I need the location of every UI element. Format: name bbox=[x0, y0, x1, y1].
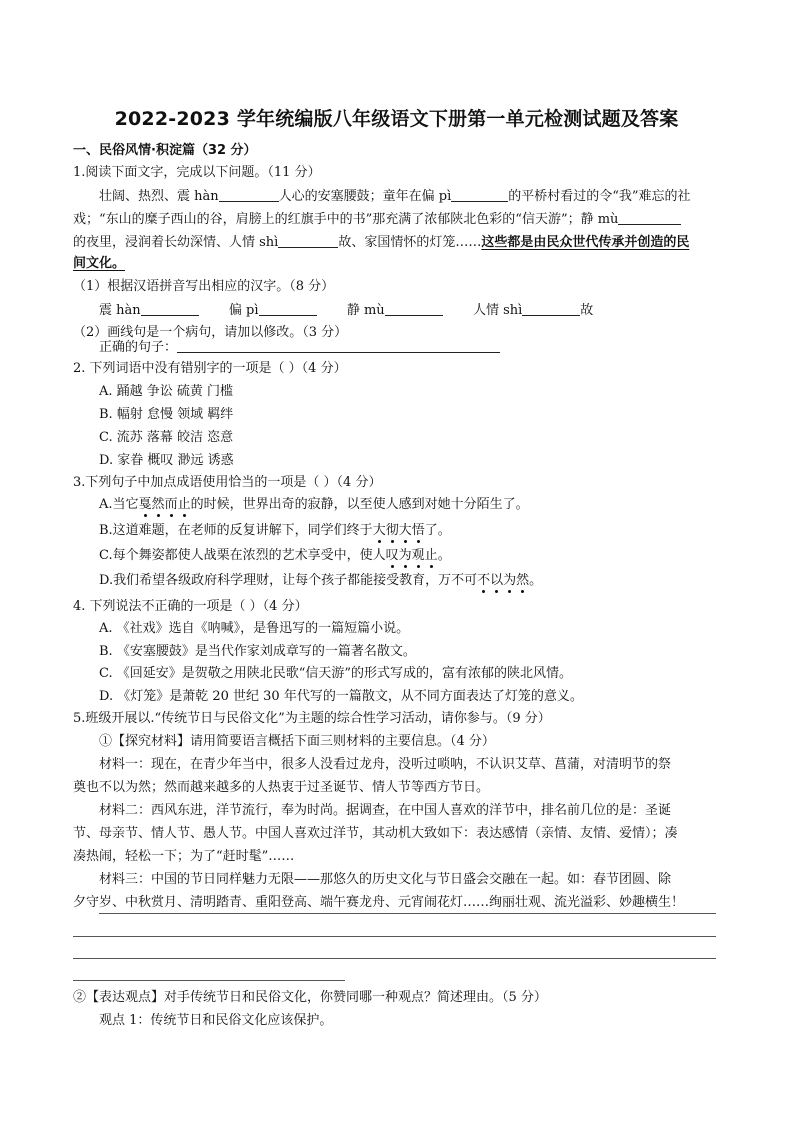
option-text: C.每个舞姿都使人战栗在浓烈的艺术享受中，使人 bbox=[99, 548, 386, 563]
material-3-line-2: 夕守岁、中秋赏月、清明踏青、重阳登高、端午赛龙舟、元宵闹花灯……绚丽壮观、流光溢彩、妙趣横生！ bbox=[73, 895, 685, 910]
dotted-char: 不 bbox=[477, 573, 491, 588]
answer-blank[interactable] bbox=[219, 188, 279, 202]
answer-line[interactable] bbox=[99, 913, 716, 914]
dotted-char: 止 bbox=[424, 548, 438, 563]
q3-option-c bbox=[99, 548, 451, 564]
dotted-char: 观 bbox=[411, 548, 425, 563]
answer-blank[interactable] bbox=[177, 339, 500, 353]
dotted-char: 大 bbox=[372, 523, 386, 538]
material-1-line-2: 奠也不以为然；然而越来越多的人热衷于过圣诞节、情人节等西方节日。 bbox=[73, 780, 490, 795]
answer-blank[interactable] bbox=[618, 211, 681, 225]
q2-option-d: D. 家眷 概叹 渺远 诱惑 bbox=[99, 453, 234, 468]
passage-text: 的平桥村看过的令“我”难忘的社 bbox=[508, 189, 691, 204]
dotted-char: 戛 bbox=[138, 497, 152, 512]
q3-stem: 3.下列句子中加点成语使用恰当的一项是（ ）（4 分） bbox=[73, 475, 382, 490]
answer-blank[interactable] bbox=[522, 302, 580, 316]
dotted-char: 大 bbox=[398, 523, 412, 538]
dotted-char: 彻 bbox=[385, 523, 399, 538]
q1-passage-line-1 bbox=[99, 188, 691, 205]
q3-option-d bbox=[99, 573, 542, 589]
correct-sentence-row bbox=[99, 339, 500, 356]
option-text: 。 bbox=[529, 573, 543, 588]
pinyin-word: 震 hàn bbox=[99, 303, 141, 318]
dotted-char: 叹 bbox=[385, 548, 399, 563]
underlined-sentence: 这些都是由民众世代传承并创造的民 bbox=[481, 235, 690, 250]
underlined-sentence-end: 间文化。 bbox=[73, 256, 126, 271]
pinyin-word: 静 mù bbox=[346, 303, 385, 318]
q5-part1-heading: ①【探究材料】请用简要语言概括下面三则材料的主要信息。（4 分） bbox=[99, 734, 495, 749]
passage-text: 壮阔、热烈、震 hàn bbox=[99, 189, 219, 204]
q4-option-d: D. 《灯笼》是萧乾 20 世纪 30 年代写的一篇散文，从不同方面表达了灯笼的意义。 bbox=[99, 689, 583, 704]
passage-text: 戏；“东山的糜子西山的谷，肩膀上的红旗手中的书”那充满了浓郁陕北色彩的“信天游”；静 mù bbox=[73, 212, 619, 227]
q1-sub1: （1）根据汉语拼音写出相应的汉字。（8 分） bbox=[73, 279, 335, 294]
material-2-line-1: 材料二：西风东进，洋节流行，奉为时尚。据调查，在中国人喜欢的洋节中，排名前几位的是：圣诞 bbox=[99, 803, 672, 818]
dotted-char: 然 bbox=[151, 497, 165, 512]
answer-blank[interactable] bbox=[451, 188, 508, 202]
material-2-line-3: 凑热闹，轻松一下；为了“赶时髦”…… bbox=[73, 849, 295, 864]
correct-sentence-label: 正确的句子： bbox=[99, 340, 178, 355]
q2-option-c: C. 流苏 落幕 皎洁 恣意 bbox=[99, 430, 234, 445]
section-heading: 一、民俗风情·积淀篇（32 分） bbox=[73, 143, 257, 158]
option-text: B.这道难题，在老师的反复讲解下，同学们终于 bbox=[99, 523, 373, 538]
dotted-char: 止 bbox=[177, 497, 191, 512]
q2-option-b: B. 幅射 怠慢 领域 羁绊 bbox=[99, 407, 234, 422]
answer-blank[interactable] bbox=[278, 234, 338, 248]
q5-part2-heading: ②【表达观点】对手传统节日和民俗文化，你赞同哪一种观点？简述理由。（5 分） bbox=[73, 990, 547, 1005]
option-text: A.当它 bbox=[99, 497, 139, 512]
q4-option-c: C. 《回延安》是贺敬之用陕北民歌“信天游”的形式写成的，富有浓郁的陕北风情。 bbox=[99, 666, 573, 681]
answer-line[interactable] bbox=[73, 980, 345, 981]
q1-sub2: （2）画线句是一个病句，请加以修改。（3 分） bbox=[73, 325, 348, 340]
pinyin-word: 人情 shì bbox=[472, 303, 523, 318]
q4-option-a: A. 《社戏》选自《呐喊》，是鲁迅写的一篇短篇小说。 bbox=[99, 621, 410, 636]
q3-option-b bbox=[99, 523, 451, 539]
option-text: D.我们希望各级政府科学理财，让每个孩子都能接受教育，万不可 bbox=[99, 573, 478, 588]
dotted-char: 以 bbox=[490, 573, 504, 588]
q2-option-a: A. 踊越 争讼 硫黄 门槛 bbox=[99, 384, 234, 399]
q1-pinyin-row bbox=[99, 302, 593, 319]
dotted-char: 为 bbox=[503, 573, 517, 588]
answer-blank[interactable] bbox=[385, 302, 443, 316]
q1-passage-line-3 bbox=[73, 234, 689, 251]
option-text: 的时候，世界出奇的寂静，以至使人感到对她十分陌生了。 bbox=[190, 497, 529, 512]
q4-stem: 4. 下列说法不正确的一项是（ ）（4 分） bbox=[73, 599, 308, 614]
answer-blank[interactable] bbox=[259, 302, 317, 316]
dotted-char: 而 bbox=[164, 497, 178, 512]
q5-stem: 5.班级开展以.“传统节日与民俗文化”为主题的综合性学习活动，请你参与。（9 分） bbox=[73, 711, 551, 726]
passage-text: 人心的安塞腰鼓；童年在偏 pì bbox=[278, 189, 452, 204]
material-1-line-1: 材料一：现在，在青少年当中，很多人没看过龙舟，没听过唢呐，不认识艾草、菖蒲，对清明节的祭 bbox=[99, 757, 672, 772]
passage-text: 故、家国情怀的灯笼…… bbox=[338, 235, 482, 250]
answer-line[interactable] bbox=[73, 936, 716, 937]
pinyin-word: 偏 pì bbox=[228, 303, 259, 318]
q3-option-a bbox=[99, 497, 529, 513]
answer-blank[interactable] bbox=[141, 302, 199, 316]
answer-line[interactable] bbox=[73, 958, 716, 959]
q1-stem: 1.阅读下面文字，完成以下问题。（11 分） bbox=[73, 165, 321, 180]
dotted-char: 悟 bbox=[411, 523, 425, 538]
dotted-char: 为 bbox=[398, 548, 412, 563]
q1-passage-line-2 bbox=[73, 211, 681, 228]
dotted-char: 然 bbox=[516, 573, 530, 588]
q2-stem: 2. 下列词语中没有错别字的一项是（ ）（4 分） bbox=[73, 361, 347, 376]
option-text: 。 bbox=[437, 548, 451, 563]
material-3-line-1: 材料三：中国的节日同样魅力无限——那悠久的历史文化与节日盛会交融在一起。如：春节团圆、除 bbox=[99, 872, 672, 887]
material-2-line-2: 节、母亲节、情人节、愚人节。中国人喜欢过洋节，其动机大致如下：表达感情（亲情、友情、爱情）；凑 bbox=[73, 826, 678, 841]
option-text: 了。 bbox=[424, 523, 451, 538]
q4-option-b: B. 《安塞腰鼓》是当代作家刘成章写的一篇著名散文。 bbox=[99, 644, 416, 659]
passage-text: 的夜里，浸润着长幼深情、人情 shì bbox=[73, 235, 279, 250]
page-title: 2022-2023 学年统编版八年级语文下册第一单元检测试题及答案 bbox=[114, 108, 679, 130]
pinyin-word: 故 bbox=[580, 303, 594, 318]
viewpoint-1: 观点 1：传统节日和民俗文化应该保护。 bbox=[99, 1013, 333, 1028]
